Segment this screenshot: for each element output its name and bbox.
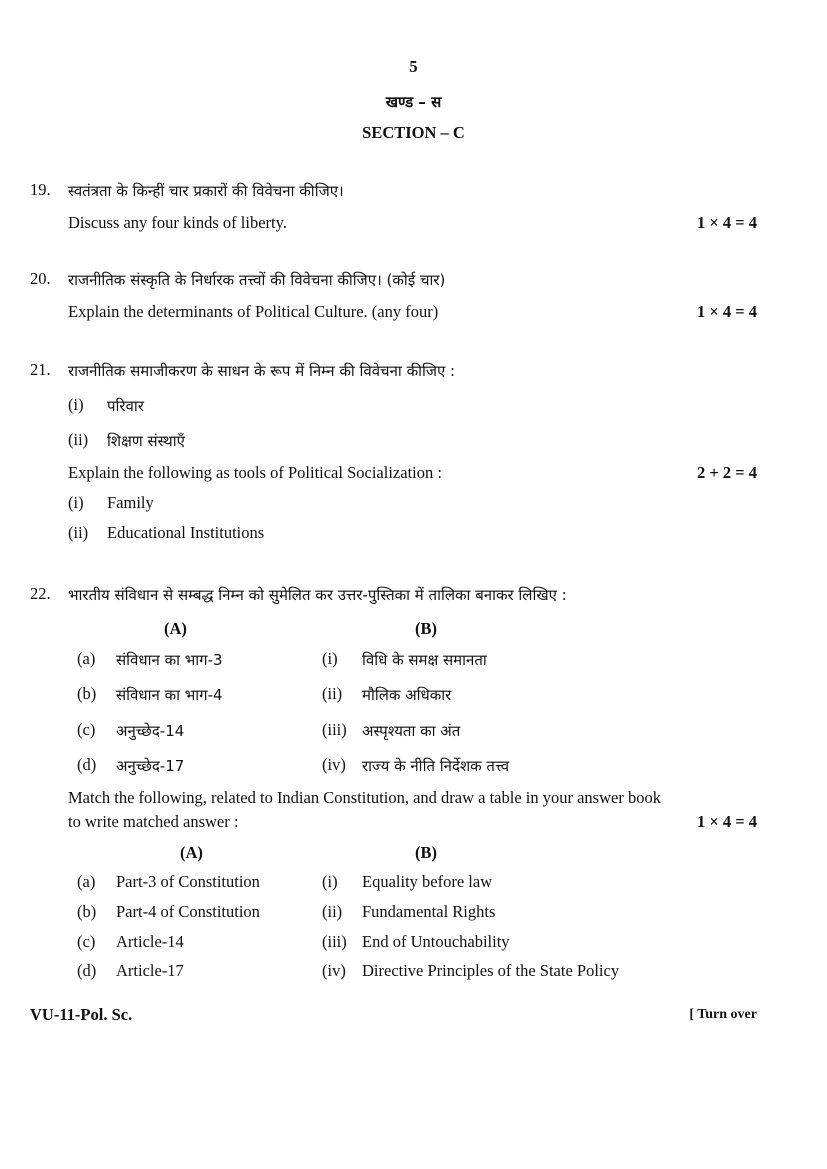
row-item-a: Part-3 of Constitution — [116, 872, 260, 891]
column-b-header: (B) — [415, 843, 437, 862]
row-item-a: संविधान का भाग-3 — [116, 651, 223, 669]
row-label-b: (ii) — [322, 684, 343, 703]
row-item-a: Article-17 — [116, 961, 184, 980]
row-item-a: Part-4 of Constitution — [116, 902, 260, 921]
marks: 1 × 4 = 4 — [696, 213, 757, 232]
marks: 1 × 4 = 4 — [696, 302, 757, 321]
row-label-b: (ii) — [322, 902, 343, 921]
question-number: 19. — [30, 180, 51, 199]
row-item-a: संविधान का भाग-4 — [116, 686, 223, 704]
list-label: (ii) — [68, 430, 89, 449]
list-item: शिक्षण संस्थाएँ — [107, 432, 185, 450]
row-item-b: Equality before law — [362, 872, 493, 891]
list-label: (i) — [68, 395, 84, 414]
row-label-a: (b) — [77, 684, 97, 703]
row-label-b: (iii) — [322, 720, 347, 739]
row-item-b: अस्पृश्यता का अंत — [362, 722, 461, 740]
row-label-a: (a) — [77, 872, 96, 891]
list-label: (i) — [68, 493, 84, 512]
row-label-a: (d) — [77, 961, 97, 980]
section-title-english: SECTION – C — [362, 123, 465, 142]
list-item: Family — [107, 493, 154, 512]
row-label-a: (c) — [77, 720, 96, 739]
list-label: (ii) — [68, 523, 89, 542]
question-number: 21. — [30, 360, 51, 379]
row-item-b: राज्य के नीति निर्देशक तत्त्व — [362, 757, 510, 775]
page-number: 5 — [409, 57, 418, 76]
question-number: 22. — [30, 584, 51, 603]
question-text-hindi: राजनीतिक संस्कृति के निर्धारक तत्त्वों की विवेचना कीजिए। (कोई चार) — [68, 271, 446, 289]
question-number: 20. — [30, 269, 51, 288]
column-b-header: (B) — [415, 619, 437, 638]
question-text-english: Match the following, related to Indian Constitution, and draw a table in your answer book — [68, 788, 661, 807]
row-item-b: मौलिक अधिकार — [362, 686, 452, 704]
row-item-a: अनुच्छेद-17 — [116, 757, 185, 775]
row-label-a: (b) — [77, 902, 97, 921]
row-label-a: (a) — [77, 649, 96, 668]
row-label-b: (iv) — [322, 755, 346, 774]
row-label-a: (d) — [77, 755, 97, 774]
section-title-hindi: खण्ड – स — [385, 93, 442, 111]
row-item-b: विधि के समक्ष समानता — [362, 651, 487, 669]
question-text-hindi: भारतीय संविधान से सम्बद्ध निम्न को सुमेलित कर उत्तर-पुस्तिका में तालिका बनाकर लिखिए : — [68, 586, 567, 604]
question-text-hindi: स्वतंत्रता के किन्हीं चार प्रकारों की विवेचना कीजिए। — [68, 182, 344, 200]
list-item: परिवार — [107, 397, 144, 415]
question-text-english-cont: to write matched answer : — [68, 812, 239, 831]
row-label-b: (iii) — [322, 932, 347, 951]
row-item-b: Directive Principles of the State Policy — [362, 961, 620, 980]
question-text-english: Explain the determinants of Political Culture. (any four) — [68, 302, 439, 321]
marks: 2 + 2 = 4 — [696, 463, 757, 482]
row-item-a: Article-14 — [116, 932, 184, 951]
column-a-header: (A) — [180, 843, 203, 862]
row-label-b: (iv) — [322, 961, 346, 980]
row-label-a: (c) — [77, 932, 96, 951]
row-item-a: अनुच्छेद-14 — [116, 722, 185, 740]
turn-over-note: [ Turn over — [689, 1007, 757, 1022]
question-text-hindi: राजनीतिक समाजीकरण के साधन के रूप में निम्न की विवेचना कीजिए : — [68, 362, 456, 380]
row-item-b: End of Untouchability — [362, 932, 510, 951]
row-label-b: (i) — [322, 872, 338, 891]
list-item: Educational Institutions — [107, 523, 265, 542]
column-a-header: (A) — [164, 619, 187, 638]
question-text-english: Discuss any four kinds of liberty. — [68, 213, 287, 232]
paper-code: VU-11-Pol. Sc. — [30, 1005, 133, 1024]
marks: 1 × 4 = 4 — [696, 812, 757, 831]
row-label-b: (i) — [322, 649, 338, 668]
row-item-b: Fundamental Rights — [362, 902, 496, 921]
question-text-english: Explain the following as tools of Political Socialization : — [68, 463, 442, 482]
